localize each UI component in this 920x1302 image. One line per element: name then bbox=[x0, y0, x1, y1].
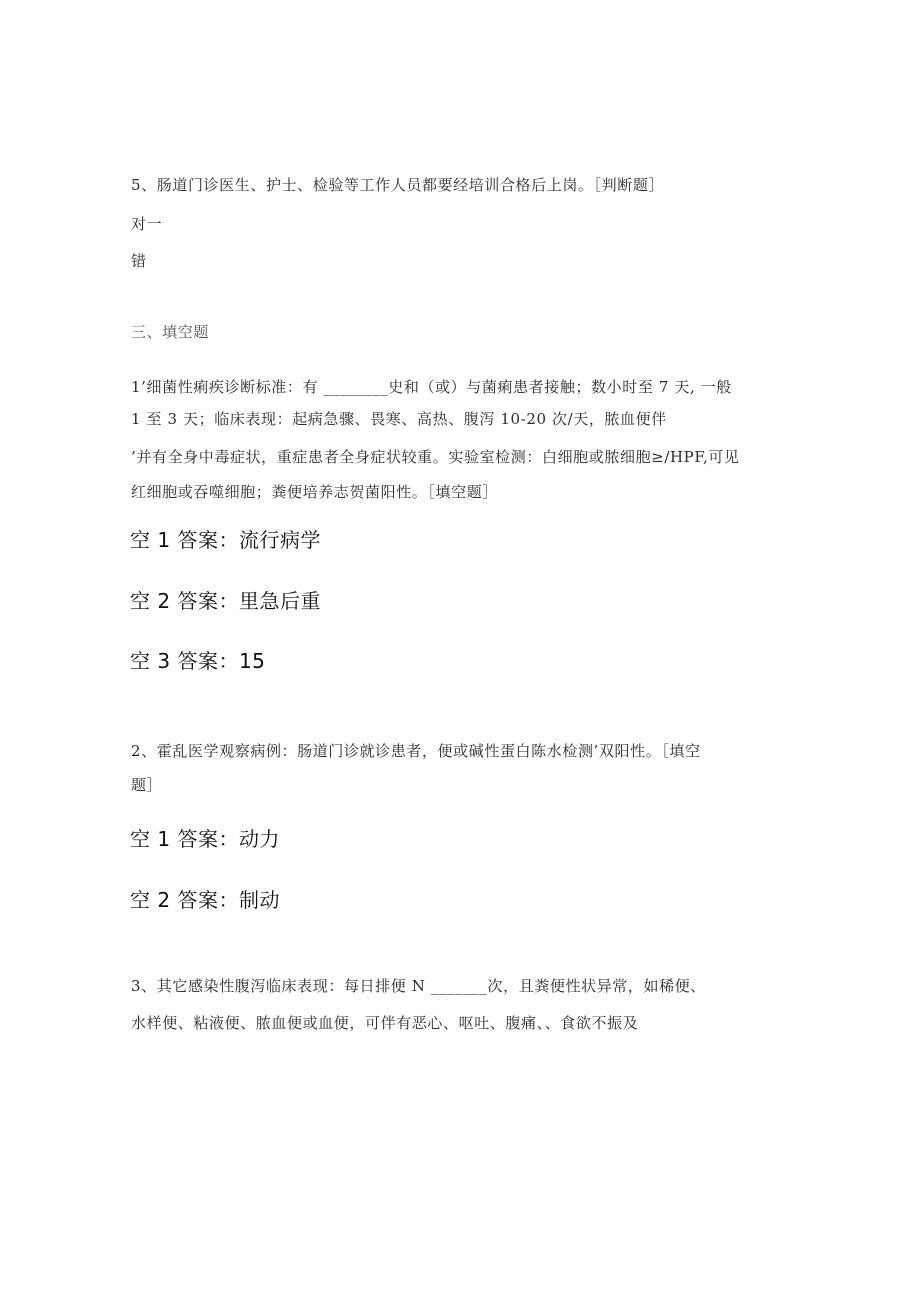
fill-1-line-4: 红细胞或吞噬细胞；粪便培养志贺菌阳性。［填空题］ bbox=[131, 483, 498, 501]
fill-1-line-2: 1 至 3 天；临床表现：起病急骤、畏寒、高热、腹泻 10-20 次/天，脓血便伴 bbox=[131, 410, 667, 428]
fill-2-answer-1: 空 1 答案：动力 bbox=[130, 827, 280, 851]
fill-3-line-1: 3、其它感染性腹泻临床表现：每日排便 N _______次，且粪便性状异常，如稀便、 bbox=[131, 977, 706, 995]
fill-2-line-2: 题］ bbox=[131, 776, 163, 794]
fill-1-answer-3: 空 3 答案：15 bbox=[130, 649, 266, 673]
fill-1-answer-2: 空 2 答案：里急后重 bbox=[130, 589, 321, 613]
fill-2-answer-2: 空 2 答案：制动 bbox=[130, 888, 280, 912]
fill-3-line-2: 水样便、粘液便、脓血便或血便，可伴有恶心、呕吐、腹痛、、食欲不振及 bbox=[131, 1014, 639, 1032]
fill-2-line-1: 2、霍乱医学观察病例：肠道门诊就诊患者，便或碱性蛋白陈水检测’双阳性。［填空 bbox=[131, 742, 701, 760]
question-5-stem: 5、肠道门诊医生、护士、检验等工作人员都要经培训合格后上岗。［判断题］ bbox=[131, 176, 665, 194]
question-5-option-true: 对一 bbox=[131, 215, 163, 233]
fill-1-line-3: ’并有全身中毒症状，重症患者全身症状较重。实验室检测：白细胞或脓细胞≥/HPF,可见 bbox=[131, 448, 740, 466]
fill-1-answer-1: 空 1 答案：流行病学 bbox=[130, 528, 321, 552]
fill-1-line-1: 1’细菌性痢疾诊断标准：有 ________史和（或）与菌痢患者接触；数小时至 7 天, 一般 bbox=[131, 378, 732, 396]
section-title-fill-blank: 三、填空题 bbox=[131, 323, 210, 341]
question-5-option-false: 错 bbox=[131, 252, 147, 270]
